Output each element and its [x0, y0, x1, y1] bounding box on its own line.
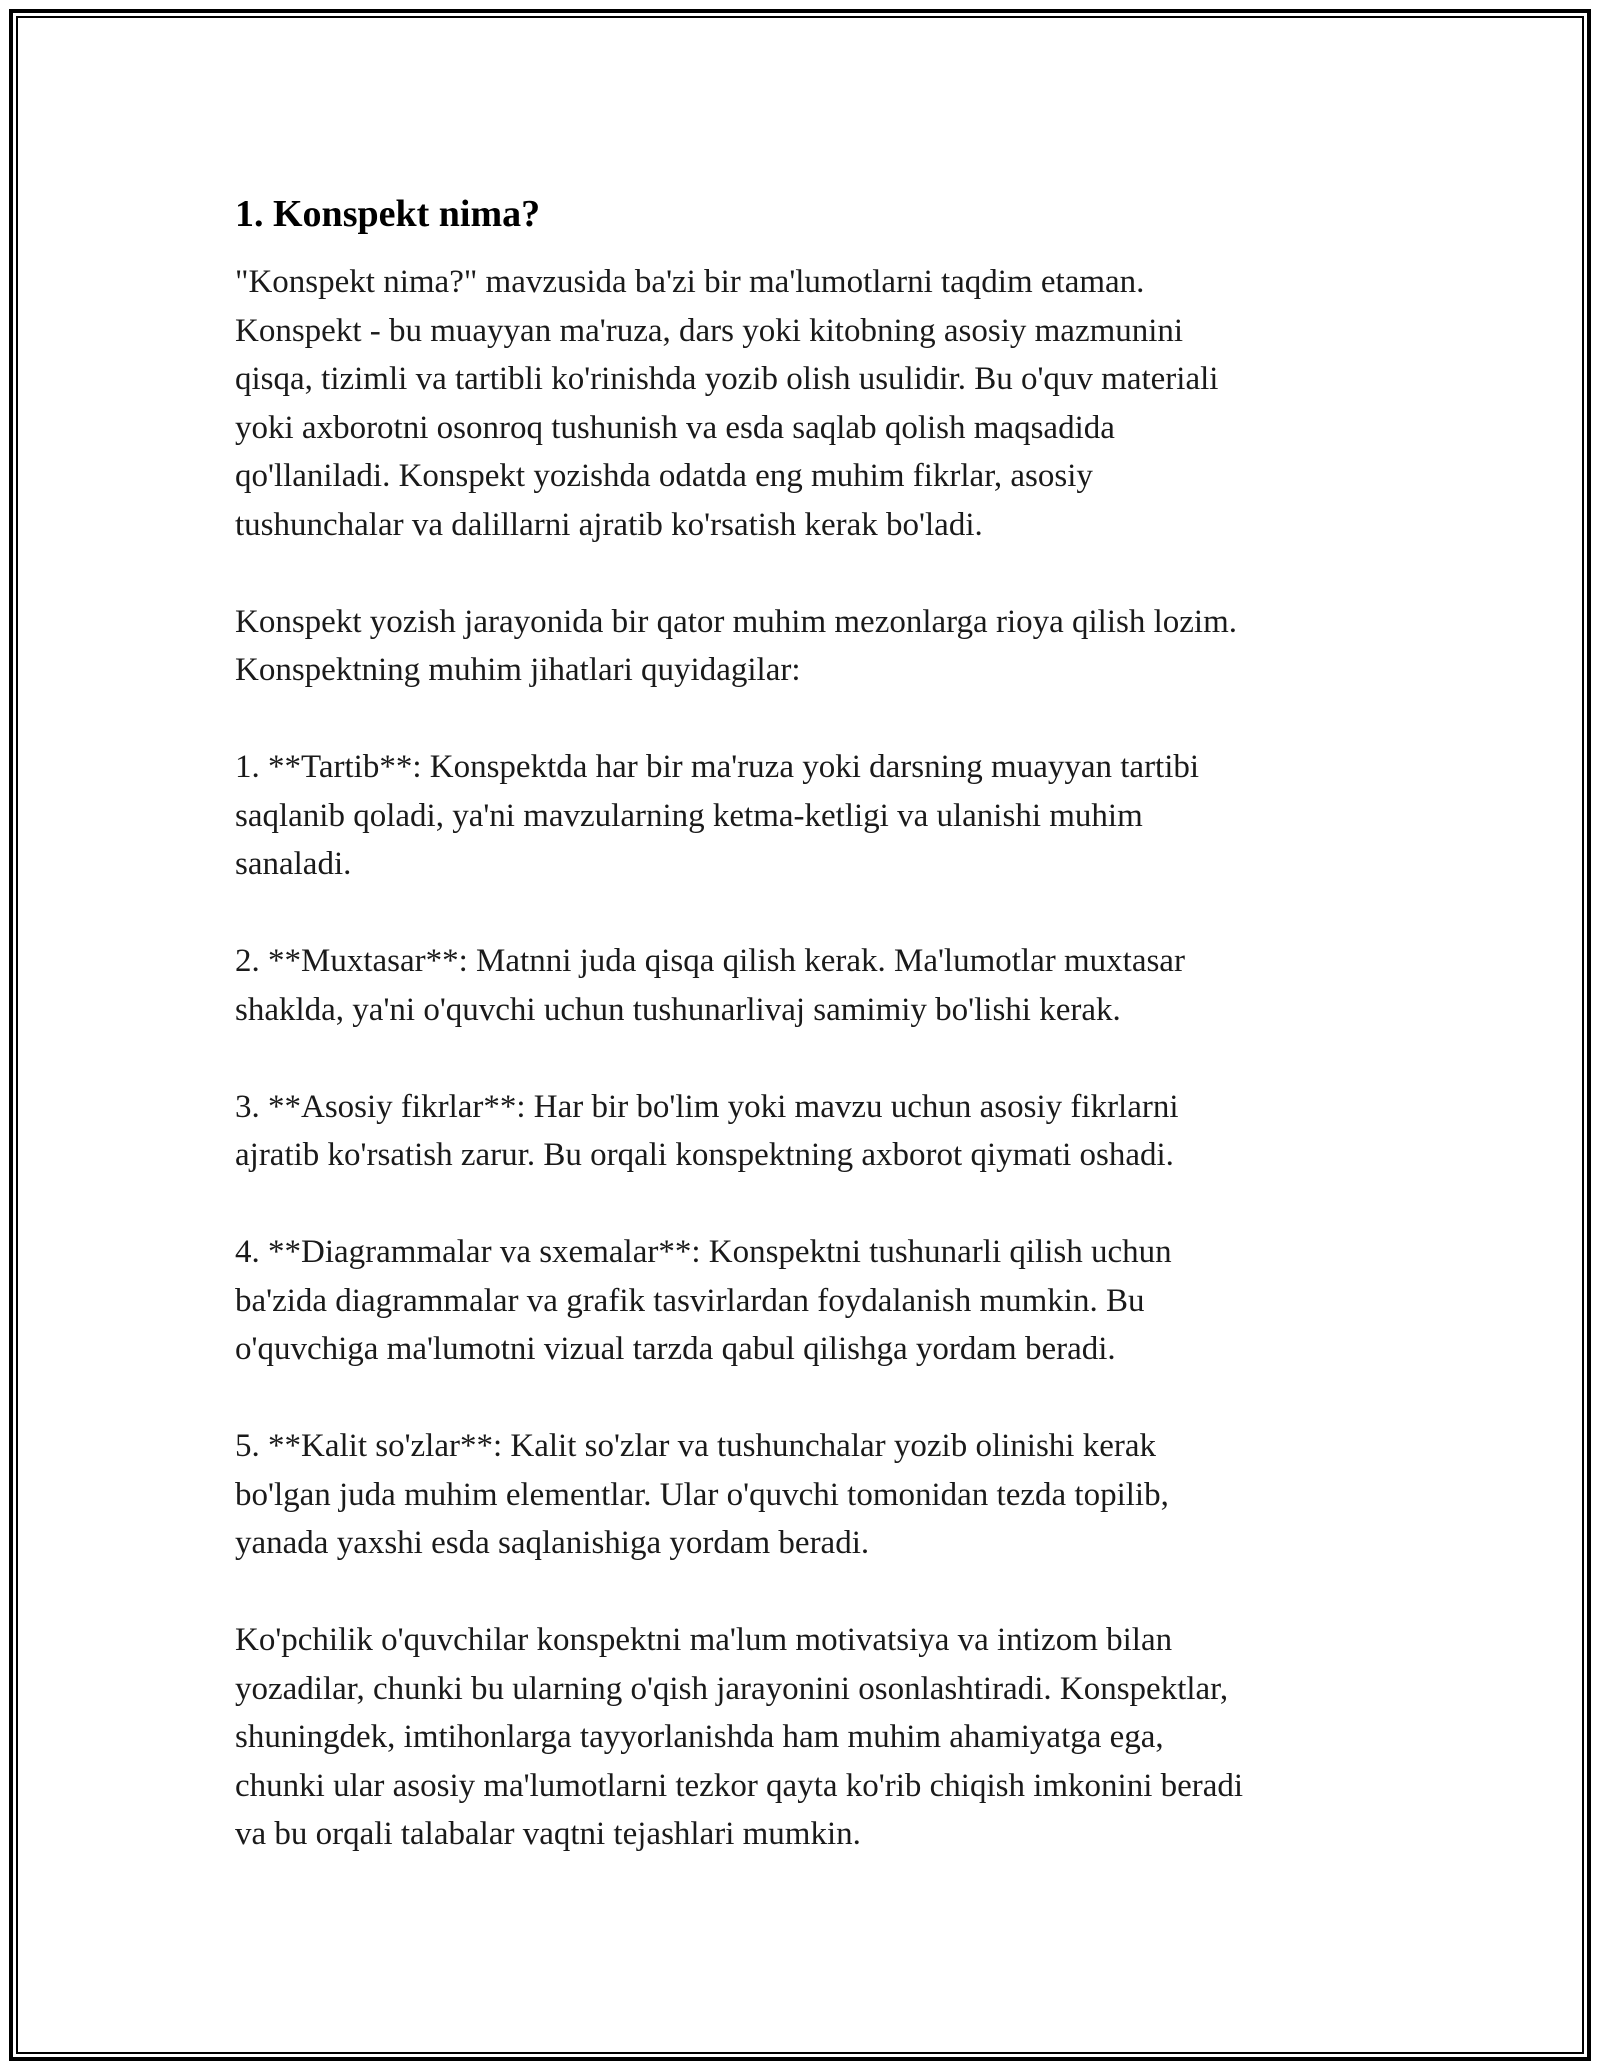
list-item-kalit-sozlar: 5. **Kalit so'zlar**: Kalit so'zlar va tushunchalar yozib olinishi kerak bo'lgan juda muhim elementlar. Ular o'quvchi tomonidan tezda topilib, yanada yaxshi esda saqlanishiga yordam beradi.	[235, 1428, 1169, 1561]
document-body	[235, 188, 1375, 1859]
paragraph-intro: "Konspekt nima?" mavzusida ba'zi bir ma'lumotlarni taqdim etaman. Konspekt - bu muayyan ma'ruza, dars yoki kitobning asosiy mazmunini qisqa, tizimli va tartibli ko'rinishda yozib olish usulidir. Bu o'quv materiali yoki axborotni osonroq tushunish va esda saqlab qolish maqsadida qo'llaniladi. Konspekt yozishda odatda eng muhim fikrlar, asosiy tushunchalar va dalillarni ajratib ko'rsatish kerak bo'ladi.	[235, 264, 1219, 543]
list-item-tartib: 1. **Tartib**: Konspektda har bir ma'ruza yoki darsning muayyan tartibi saqlanib qoladi, ya'ni mavzularning ketma-ketligi va ulanishi muhim sanaladi.	[235, 749, 1200, 882]
list-item-diagrammalar: 4. **Diagrammalar va sxemalar**: Konspektni tushunarli qilish uchun ba'zida diagrammalar va grafik tasvirlardan foydalanish mumkin. Bu o'quvchiga ma'lumotni vizual tarzda qabul qilishga yordam beradi.	[235, 1234, 1172, 1367]
list-item-asosiy-fikrlar: 3. **Asosiy fikrlar**: Har bir bo'lim yoki mavzu uchun asosiy fikrlarni ajratib ko'rsatish zarur. Bu orqali konspektning axborot qiymati oshadi.	[235, 1088, 1179, 1173]
paragraph-criteria: Konspekt yozish jarayonida bir qator muhim mezonlarga rioya qilish lozim. Konspektning muhim jihatlari quyidagilar:	[235, 603, 1238, 688]
section-heading: 1. Konspekt nima?	[235, 193, 541, 235]
list-item-muxtasar: 2. **Muxtasar**: Matnni juda qisqa qilish kerak. Ma'lumotlar muxtasar shaklda, ya'ni o'quvchi uchun tushunarlivaj samimiy bo'lishi kerak.	[235, 943, 1185, 1028]
paragraph-conclusion: Ko'pchilik o'quvchilar konspektni ma'lum motivatsiya va intizom bilan yozadilar, chunki bu ularning o'qish jarayonini osonlashtiradi. Konspektlar, shuningdek, imtihonlarga tayyorlanishda ham muhim ahamiyatga ega, chunki ular asosiy ma'lumotlarni tezkor qayta ko'rib chiqish imkonini beradi va bu orqali talabalar vaqtni tejashlari mumkin.	[235, 1622, 1244, 1852]
